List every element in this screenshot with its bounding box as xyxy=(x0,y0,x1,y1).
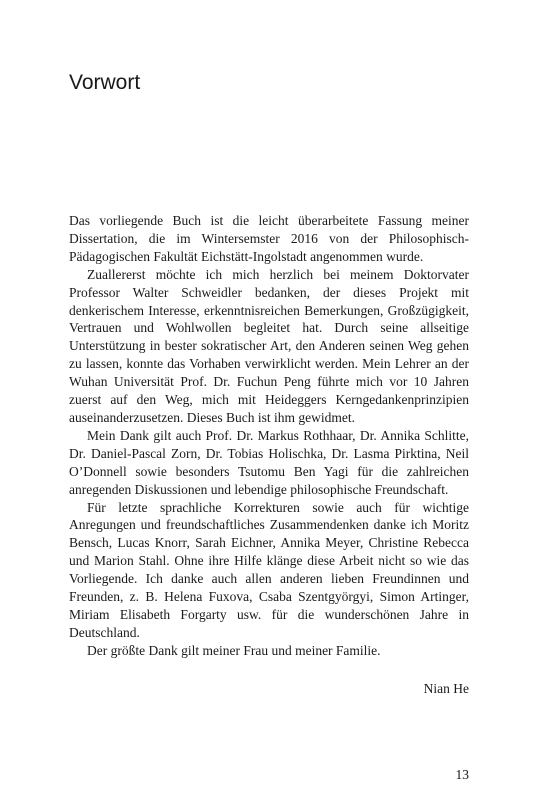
author-signature: Nian He xyxy=(423,681,469,696)
page-number: 13 xyxy=(455,767,469,782)
paragraph-5: Der größte Dank gilt meiner Frau und meiner Familie. xyxy=(87,642,381,658)
preface-body xyxy=(69,212,469,660)
paragraph-3: Mein Dank gilt auch Prof. Dr. Markus Rothhaar, Dr. Annika Schlitte, Dr. Daniel-Pascal Zorn, Dr. Tobias Holischka, Dr. Lasma Pirktina, Neil O’Donnell sowie besonders Tsutomu Ben Yagi für die zahlreichen anregenden Diskussionen und lebendige philosophische Freundschaft. xyxy=(69,427,469,497)
paragraph-4: Für letzte sprachliche Korrekturen sowie auch für wichtige Anregungen und freundschaftliches Zusammendenken danke ich Moritz Bensch, Lucas Knorr, Sarah Eichner, Annika Meyer, Christine Rebecca und Marion Stahl. Ohne ihre Hilfe klänge diese Arbeit nicht so wie das Vorliegende. Ich danke auch allen anderen lieben Freundinnen und Freunden, z. B. Helena Fuxova, Csaba Szentgyörgyi, Simon Artinger, Miriam Elisabeth Forgarty usw. für die wunderschönen Jahre in Deutschland. xyxy=(69,499,469,640)
chapter-heading: Vorwort xyxy=(69,71,141,94)
paragraph-2: Zuallererst möchte ich mich herzlich bei meinem Doktorvater Professor Walter Schweidler bedanken, der dieses Projekt mit denkerischem Interesse, erkenntnisreichen Bemerkungen, Großzügigkeit, Vertrauen und Wohlwollen begleitet hat. Durch seine allseitige Unterstützung in bester sokratischer Art, den Anderen seinen Weg gehen zu lassen, konnte das Vorhaben verwirklicht werden. Mein Lehrer an der Wuhan Universität Prof. Dr. Fuchun Peng führte mich vor 10 Jahren zuerst auf den Weg, mich mit Heideggers Kerngedankenprinzipien auseinanderzusetzen. Dieses Buch ist ihm gewidmet. xyxy=(69,266,469,425)
paragraph-1: Das vorliegende Buch ist die leicht überarbeitete Fassung meiner Dissertation, die im Wintersemster 2016 von der Philosophisch-Pädagogischen Fakultät Eichstätt-Ingolstadt angenommen wurde. xyxy=(69,213,469,264)
